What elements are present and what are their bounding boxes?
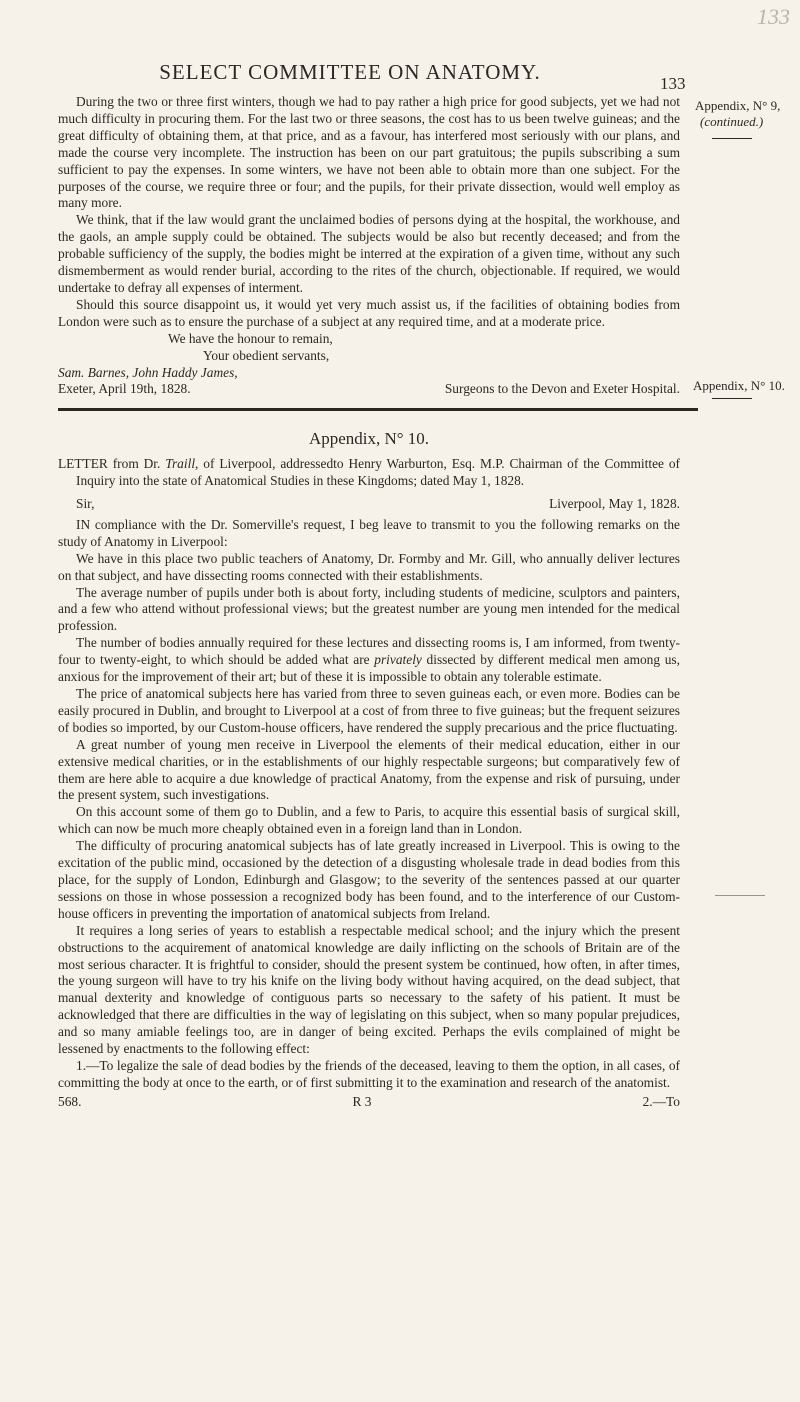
signature-row xyxy=(58,381,680,398)
letter-head-lead: LETTER from Dr. xyxy=(58,456,166,472)
salutation-row xyxy=(58,496,680,513)
paragraph: IN compliance with the Dr. Somerville's request, I beg leave to transmit to you the following remarks on the study of Anatomy in Liverpool: xyxy=(58,516,680,549)
main-text xyxy=(58,94,680,1111)
margin-dash-faint xyxy=(715,895,765,896)
dateline: Liverpool, May 1, 1828. xyxy=(549,496,680,512)
section-rule xyxy=(58,408,698,411)
margin-note-continued: (continued.) xyxy=(700,114,764,129)
paragraph xyxy=(58,635,680,686)
letter-head-rest: , of Liverpool, addressedto Henry Warburton, Esq. M.P. Chairman of the Committee of Inquiry into the state of Anatomical Studies in these Kingdoms; dated May 1, 1828. xyxy=(76,456,681,489)
place-date: Exeter, April 19th, 1828. xyxy=(58,381,191,397)
margin-dash xyxy=(712,138,752,139)
text-run: The number of bodies annually required for these lectures and dissecting rooms is, I am informed, from twenty-four to twenty-eight, to which should be added what are xyxy=(58,635,680,668)
signature-mark: R 3 xyxy=(352,1093,372,1109)
paragraph: On this account some of them go to Dublin, and a few to Paris, to acquire this essential basis of surgical skill, which can now be much more cheaply obtained even in a foreign land than in London. xyxy=(58,804,680,837)
paragraph: Should this source disappoint us, it would yet very much assist us, if the facilities of obtaining bodies from London were such as to ensure the purchase of a subject at any required time, and at a moderate price. xyxy=(58,296,680,329)
letter-heading xyxy=(58,456,681,490)
paragraph: It requires a long series of years to establish a respectable medical school; and the injury which the present obstructions to the acquirement of anatomical knowledge are daily inflicting on the schools of Britain are of the most serious character. It is frightful to consider, should the present system be continued, how often, in after times, the young surgeon will have to try his knife on the living body without having acquired, on the dead subject, that manual dexterity and knowledge of contiguous parts so necessary to the safety of his patient. It must be acknowledged that there are difficulties in the way of legislating on this subject, when so many popular prejudices, and so many amiable feelings too, are in danger of being excited. Perhaps the evils complained of might be lessened by enactments to the following effect: xyxy=(58,922,680,1057)
margin-note-appendix-10: Appendix, N° 10. xyxy=(693,378,785,393)
margin-dash xyxy=(712,398,752,399)
page-number: 133 xyxy=(660,74,686,93)
paragraph: The price of anatomical subjects here has varied from three to seven guineas each, or even more. Bodies can be easily procured in Dublin, and brought to Liverpool at a cost of from three to five guineas; but the frequent seizures of bodies so imported, by our Custom-house officers, have rendered the supply precarious and the price fluctuating. xyxy=(58,686,680,735)
paragraph: The average number of pupils under both is about forty, including students of medicine, sculptors and painters, and a few who attend without professional views; but the greatest number are young men intended for the medical profession. xyxy=(58,584,680,634)
signatory-title: Surgeons to the Devon and Exeter Hospital. xyxy=(444,381,680,397)
paragraph: The difficulty of procuring anatomical subjects has of late greatly increased in Liverpool. This is owing to the excitation of the public mind, occasioned by the detection of a disgusting wholesale trade in dead bodies from this place, for the supply of London, Edinburgh and Glasgow; to the severity of the sentences passed at our quarter sessions on those in whose possession a recognized body has been found, and to the interference of our Custom-house officers in preventing the importation of anatomical subjects from Ireland. xyxy=(58,838,680,921)
paragraph: A great number of young men receive in Liverpool the elements of their medical education, either in our extensive medical charities, or in the establishments of our highly respectable surgeons; but comparatively few of them are here able to acquire a due knowledge of practical Anatomy, from the expense and risk of pursuing, under the present system, such investigations. xyxy=(58,736,680,803)
salutation: Sir, xyxy=(76,496,95,512)
paragraph: We have in this place two public teachers of Anatomy, Dr. Formby and Mr. Gill, who annually deliver lectures on that subject, and have dissecting rooms connected with their establishments. xyxy=(58,550,680,583)
emphasis: privately xyxy=(374,652,422,668)
letter-head-name: Traill xyxy=(165,456,196,472)
paragraph: During the two or three first winters, though we had to pay rather a high price for good subjects, yet we had not much difficulty in procuring them. For the last two or three seasons, the cost has to us been twelve guineas; and the great difficulty of obtaining them, at that price, and as a favour, has interfered most seriously with our plans, and made the course very incomplete. The instruction has been on our part gratuitous; the pupils subscribing a sum sufficient to pay the expenses. In some winters, we have not been able to obtain more than one subject. For the purposes of the course, we require three or four; and the pupils, for their private dissection, would well employ as many more. xyxy=(58,94,680,211)
text-run: dissected by different medical men among us, anxious for the improvement of their art; but of these it is impossible to obtain any tolerable estimate. xyxy=(58,652,680,685)
catchword: 2.—To xyxy=(642,1093,680,1109)
footer-left: 568. xyxy=(58,1093,82,1109)
running-head: SELECT COMMITTEE ON ANATOMY. xyxy=(159,60,541,84)
margin-note-appendix-9: Appendix, N° 9, xyxy=(695,98,781,113)
appendix-title: Appendix, N° 10. xyxy=(308,429,430,449)
closing-line: Your obedient servants, xyxy=(203,347,330,363)
closing-line: We have the honour to remain, xyxy=(168,330,333,346)
enumerated-item: 1.—To legalize the sale of dead bodies by the friends of the deceased, leaving to them the option, in all cases, of committing the body at once to the earth, or of first submitting it to the examination and research of the anatomist. xyxy=(58,1057,680,1090)
page-footer xyxy=(58,1094,680,1111)
signatories: Sam. Barnes, John Haddy James, xyxy=(58,364,238,380)
corner-page-mark: 133 xyxy=(757,4,790,29)
paragraph: We think, that if the law would grant the unclaimed bodies of persons dying at the hospital, the workhouse, and the gaols, an ample supply could be obtained. The subjects would be also but recently deceased; and from the probable sufficiency of the supply, the bodies might be interred at the expiration of a given time, without any such dismemberment as would render burial, according to the rites of the church, objectionable. If required, we would undertake to defray all expenses of interment. xyxy=(58,212,680,295)
